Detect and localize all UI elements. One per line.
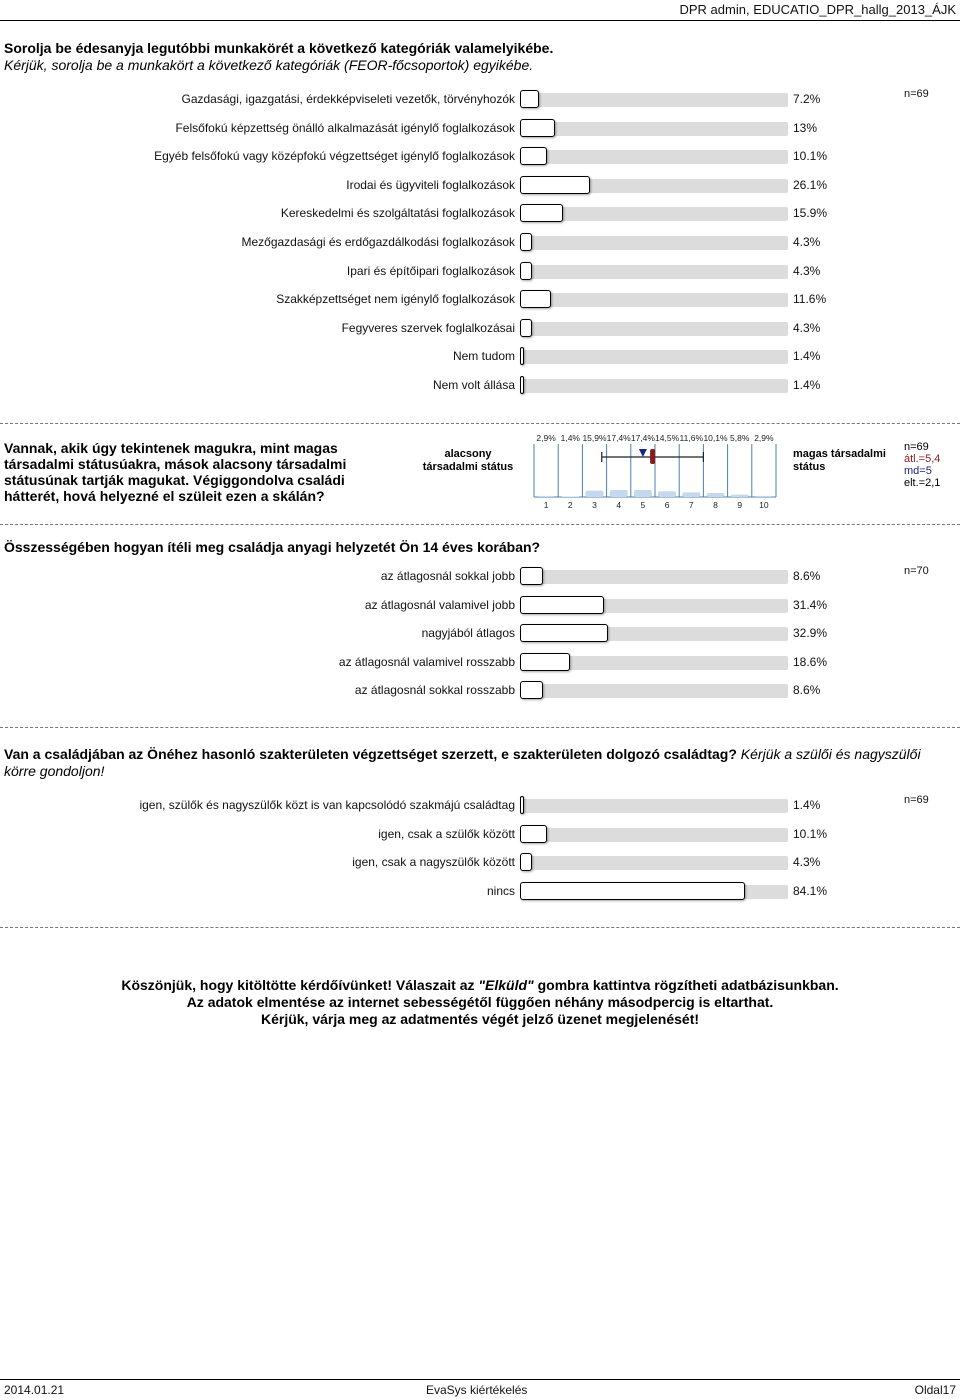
scale-bar bbox=[634, 490, 652, 497]
answer-row bbox=[0, 232, 960, 254]
mean-marker bbox=[650, 449, 655, 464]
bar-fill bbox=[520, 376, 524, 394]
bar-fill bbox=[520, 681, 543, 699]
header-divider bbox=[0, 20, 960, 21]
bar-fill bbox=[520, 653, 570, 671]
bar-percentage: 26.1% bbox=[793, 177, 828, 192]
bar-track bbox=[520, 885, 788, 899]
bar-track bbox=[520, 207, 788, 221]
divider bbox=[0, 727, 960, 728]
q4-title bbox=[4, 746, 944, 780]
bar-percentage: 1.4% bbox=[793, 378, 821, 392]
answer-label: az átlagosnál sokkal rosszabb bbox=[354, 683, 515, 698]
q4-title-italic: Kérjük a szülői és nagyszülői körre gondoljon! bbox=[4, 746, 921, 779]
scale-percentage: 10,1% bbox=[703, 433, 728, 443]
bar-fill bbox=[520, 825, 547, 843]
footer-center: EvaSys kiértékelés bbox=[426, 1383, 528, 1397]
answer-row bbox=[0, 680, 960, 702]
answer-row bbox=[0, 824, 960, 846]
q4-title-bold: Van a családjában az Önéhez hasonló szakterületen végzettséget szerzett, e szakterületen dolgozó családtag? bbox=[4, 746, 737, 762]
bar-fill bbox=[520, 882, 745, 900]
bar-percentage: 1.4% bbox=[793, 798, 821, 812]
bar-track bbox=[520, 122, 788, 136]
bar-fill bbox=[520, 624, 608, 642]
bar-track bbox=[520, 322, 788, 336]
bar-fill bbox=[520, 596, 604, 614]
answer-label: Egyéb felsőfokú vagy középfokú végzettséget igénylő foglalkozások bbox=[154, 149, 515, 164]
scale-tick-label: 4 bbox=[616, 500, 622, 510]
bar-track bbox=[520, 570, 788, 584]
bar-percentage: 31.4% bbox=[793, 597, 828, 612]
bar-percentage: 8.6% bbox=[793, 683, 821, 698]
q3-title: Összességében hogyan ítéli meg családja anyagi helyzetét Ön 14 éves korában? bbox=[4, 539, 541, 555]
bar-percentage: 10.1% bbox=[793, 149, 828, 164]
answer-label: Szakképzettséget nem igénylő foglalkozások bbox=[276, 292, 515, 307]
q1-title bbox=[4, 40, 553, 74]
scale-tick-label: 10 bbox=[759, 500, 769, 510]
scale-percentage: 2,9% bbox=[536, 433, 556, 443]
bar-fill bbox=[520, 233, 532, 251]
answer-row bbox=[0, 795, 960, 817]
answer-label: Irodai és ügyviteli foglalkozások bbox=[346, 177, 515, 192]
bar-percentage: 4.3% bbox=[793, 235, 821, 249]
answer-row bbox=[0, 346, 960, 368]
header-title: DPR admin, EDUCATIO_DPR_hallg_2013_ÁJK bbox=[679, 2, 956, 17]
bar-fill bbox=[520, 119, 555, 137]
bar-fill bbox=[520, 347, 524, 365]
answer-row bbox=[0, 566, 960, 588]
answer-label: Nem volt állása bbox=[432, 378, 515, 392]
scale-bar bbox=[586, 491, 604, 497]
bar-percentage: 32.9% bbox=[793, 626, 828, 641]
q1-title-bold: Sorolja be édesanyja legutóbbi munkakörét a következő kategóriák valamelyikébe. bbox=[4, 40, 554, 56]
scale-bar bbox=[658, 491, 676, 497]
bar-fill bbox=[520, 204, 563, 222]
bar-track bbox=[520, 350, 788, 364]
answer-label: nincs bbox=[486, 883, 515, 898]
bar-percentage: 10.1% bbox=[793, 826, 828, 841]
q2-stat-sd: elt.=2,1 bbox=[904, 477, 941, 489]
scale-bar bbox=[537, 496, 555, 497]
answer-label: igen, szülők és nagyszülők közt is van kapcsolódó szakmájú családtag bbox=[139, 798, 515, 812]
q2-title: Vannak, akik úgy tekintenek magukra, mint magas társadalmi státusúakra, mások alacsony társadalmi státusúnak tartják magukat. Végiggondolva családi hátterét, hová helyezné el szüleit ezen a skálán? bbox=[4, 440, 347, 504]
q1-n: n=69 bbox=[904, 88, 929, 100]
scale-bar bbox=[707, 493, 725, 497]
bar-track bbox=[520, 236, 788, 250]
bar-fill bbox=[520, 853, 532, 871]
bar-fill bbox=[520, 147, 547, 165]
bar-fill bbox=[520, 567, 543, 585]
bar-fill bbox=[520, 90, 539, 108]
answer-label: igen, csak a nagyszülők között bbox=[352, 855, 515, 870]
scale-percentage: 17,4% bbox=[606, 433, 631, 443]
scale-tick-label: 5 bbox=[640, 500, 646, 510]
answer-label: Gazdasági, igazgatási, érdekképviseleti vezetők, törvényhozók bbox=[181, 92, 515, 106]
answer-label: nagyjából átlagos bbox=[421, 626, 515, 641]
closing-line-1b: gombra kattintva rögzítheti adatbázisunkban. bbox=[533, 977, 839, 993]
scale-percentage: 15,9% bbox=[582, 433, 607, 443]
closing-line-2: Az adatok elmentése az internet sebességétől függően néhány másodpercig is eltarthat. bbox=[186, 994, 774, 1010]
q2-stat-mean: átl.=5,4 bbox=[904, 453, 941, 465]
answer-label: az átlagosnál valamivel jobb bbox=[364, 597, 515, 612]
answer-label: igen, csak a szülők között bbox=[378, 826, 515, 841]
bar-track bbox=[520, 179, 788, 193]
footer-divider bbox=[0, 1379, 960, 1380]
answer-row bbox=[0, 595, 960, 617]
scale-tick-label: 6 bbox=[664, 500, 670, 510]
answer-row bbox=[0, 146, 960, 168]
answer-label: Fegyveres szervek foglalkozásai bbox=[341, 320, 515, 335]
divider bbox=[0, 927, 960, 928]
answer-label: az átlagosnál sokkal jobb bbox=[380, 569, 515, 583]
scale-bar bbox=[682, 492, 700, 497]
bar-track bbox=[520, 293, 788, 307]
bar-track bbox=[520, 265, 788, 279]
q4-n: n=69 bbox=[904, 794, 929, 806]
answer-row bbox=[0, 881, 960, 903]
bar-track bbox=[520, 799, 788, 813]
bar-percentage: 15.9% bbox=[793, 206, 828, 221]
answer-label: Ipari és építőipari foglalkozások bbox=[346, 263, 515, 278]
bar-percentage: 1.4% bbox=[793, 349, 821, 364]
answer-row bbox=[0, 175, 960, 197]
bar-percentage: 7.2% bbox=[793, 92, 821, 106]
answer-label: Nem tudom bbox=[452, 349, 515, 364]
scale-percentage: 5,8% bbox=[730, 433, 750, 443]
bar-track bbox=[520, 379, 788, 393]
answer-row bbox=[0, 318, 960, 340]
closing-line-1 bbox=[0, 977, 960, 994]
footer-date: 2014.01.21 bbox=[4, 1383, 65, 1397]
answer-row bbox=[0, 623, 960, 645]
bar-percentage: 11.6% bbox=[793, 292, 827, 307]
scale-percentage: 2,9% bbox=[754, 433, 774, 443]
answer-row bbox=[0, 375, 960, 397]
bar-fill bbox=[520, 262, 532, 280]
answer-label: az átlagosnál valamivel rosszabb bbox=[338, 654, 515, 669]
scale-tick-label: 1 bbox=[543, 500, 549, 510]
scale-tick-label: 8 bbox=[713, 500, 718, 510]
scale-percentage: 17,4% bbox=[630, 433, 655, 443]
q2-left-label: alacsony társadalmi státus bbox=[422, 448, 514, 473]
bar-track bbox=[520, 656, 788, 670]
bar-percentage: 8.6% bbox=[793, 569, 821, 583]
bar-fill bbox=[520, 796, 524, 814]
answer-row bbox=[0, 261, 960, 283]
scale-bar bbox=[755, 496, 773, 497]
submit-word: "Elküld" bbox=[478, 977, 534, 993]
scale-percentage: 11,6% bbox=[679, 433, 704, 443]
bar-track bbox=[520, 684, 788, 698]
footer-page: Oldal17 bbox=[914, 1383, 956, 1397]
scale-percentage: 1,4% bbox=[560, 433, 580, 443]
bar-track bbox=[520, 627, 788, 641]
bar-track bbox=[520, 599, 788, 613]
q2-stat-median: md=5 bbox=[904, 465, 932, 477]
scale-tick-label: 2 bbox=[567, 500, 573, 510]
divider bbox=[0, 524, 960, 525]
bar-percentage: 4.3% bbox=[793, 855, 821, 870]
answer-row bbox=[0, 89, 960, 111]
bar-track bbox=[520, 150, 788, 164]
closing-line-1a: Köszönjük, hogy kitöltötte kérdőívünket! Válaszait az bbox=[121, 977, 479, 993]
bar-fill bbox=[520, 176, 590, 194]
answer-row bbox=[0, 652, 960, 674]
bar-track bbox=[520, 828, 788, 842]
scale-tick-label: 7 bbox=[688, 500, 694, 510]
answer-row bbox=[0, 289, 960, 311]
scale-tick-label: 9 bbox=[737, 500, 743, 510]
bar-fill bbox=[520, 319, 532, 337]
bar-percentage: 13% bbox=[793, 120, 818, 135]
scale-bar bbox=[561, 496, 579, 497]
bar-percentage: 4.3% bbox=[793, 263, 821, 278]
divider bbox=[0, 423, 960, 424]
scale-tick-label: 3 bbox=[592, 500, 597, 510]
q2-right-label: magas társadalmi státus bbox=[793, 448, 886, 473]
bar-fill bbox=[520, 290, 551, 308]
q1-title-italic: Kérjük, sorolja be a munkakört a következő kategóriák (FEOR-főcsoportok) egyikébe. bbox=[4, 57, 534, 73]
answer-row bbox=[0, 118, 960, 140]
bar-percentage: 84.1% bbox=[793, 883, 828, 898]
bar-percentage: 18.6% bbox=[793, 654, 828, 669]
answer-row bbox=[0, 852, 960, 874]
bar-track bbox=[520, 93, 788, 107]
closing-line-3: Kérjük, várja meg az adatmentés végét jelző üzenet megjelenését! bbox=[260, 1011, 700, 1027]
bar-percentage: 4.3% bbox=[793, 320, 821, 335]
median-marker bbox=[639, 449, 647, 457]
scale-bar bbox=[731, 495, 749, 497]
closing-text bbox=[0, 977, 960, 1028]
answer-label: Felsőfokú képzettség önálló alkalmazását igénylő foglalkozások bbox=[175, 120, 515, 135]
q3-n: n=70 bbox=[904, 565, 929, 577]
q2-scale-chart bbox=[525, 430, 785, 515]
bar-track bbox=[520, 856, 788, 870]
scale-bar bbox=[610, 490, 628, 497]
scale-percentage: 14,5% bbox=[655, 433, 680, 443]
answer-row bbox=[0, 203, 960, 225]
answer-label: Mezőgazdasági és erdőgazdálkodási foglalkozások bbox=[241, 235, 515, 249]
q2-stats bbox=[904, 441, 940, 489]
q2-stat-n: n=69 bbox=[904, 441, 929, 453]
answer-label: Kereskedelmi és szolgáltatási foglalkozások bbox=[280, 206, 515, 221]
